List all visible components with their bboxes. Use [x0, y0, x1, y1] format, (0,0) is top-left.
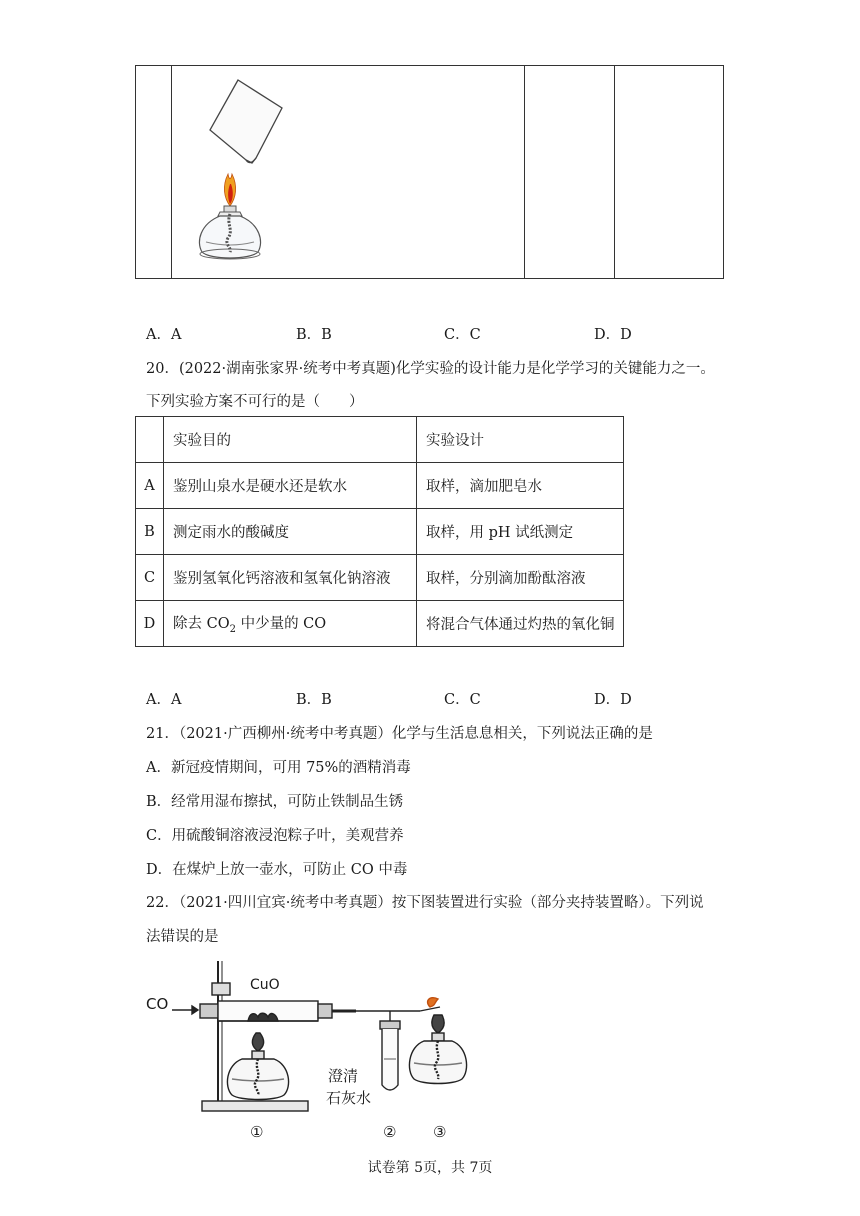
row-option: D	[136, 601, 164, 647]
row-purpose	[164, 601, 417, 647]
q20-stem-line2: 下列实验方案不可行的是（ ）	[146, 394, 364, 410]
table-header-row	[136, 417, 624, 463]
q22-stem-line2: 法错误的是	[146, 929, 219, 945]
co-gas-label: CO	[146, 995, 169, 1013]
row-design: 取样，分别滴加酚酞溶液	[417, 555, 624, 601]
option-c[interactable]: C．C	[444, 327, 481, 343]
table-row	[136, 463, 624, 509]
option-d[interactable]: D．D	[594, 692, 632, 708]
option-b[interactable]: B．B	[296, 327, 332, 343]
cuo-label: CuO	[250, 977, 280, 993]
row-option: C	[136, 555, 164, 601]
row-purpose: 鉴别氢氧化钙溶液和氢氧化钠溶液	[164, 555, 417, 601]
q20-options	[146, 688, 666, 708]
design-text: 试纸测定	[510, 525, 574, 541]
table-divider	[614, 66, 615, 278]
q21-stem: 21．（2021·广西柳州·统考中考真题）化学与生活息息相关，下列说法正确的是	[146, 726, 653, 742]
row-purpose: 测定雨水的酸碱度	[164, 509, 417, 555]
mark-1: ①	[250, 1123, 264, 1141]
q21-choice-c[interactable]: C．用硫酸铜溶液浸泡粽子叶，美观营养	[146, 828, 404, 844]
limewater-label-line2: 石灰水	[326, 1089, 372, 1107]
header-cell	[136, 417, 164, 463]
limewater-label-line1: 澄清	[328, 1067, 359, 1085]
table-row	[136, 555, 624, 601]
apparatus-drawing	[140, 955, 480, 1150]
q21-choice-a[interactable]: A．新冠疫情期间，可用 75%的酒精消毒	[146, 760, 411, 776]
row-option: A	[136, 463, 164, 509]
table-divider	[171, 66, 172, 278]
row-option: B	[136, 509, 164, 555]
q21-choice-b[interactable]: B．经常用湿布擦拭，可防止铁制品生锈	[146, 794, 404, 810]
beaker-over-alcohol-lamp-illustration	[186, 74, 306, 274]
row-design: 取样，滴加肥皂水	[417, 463, 624, 509]
purpose-text: 除去 CO	[173, 616, 230, 633]
subscript: 2	[229, 623, 236, 635]
design-text: 取样，用	[426, 525, 489, 541]
header-cell: 实验设计	[417, 417, 624, 463]
mark-3: ③	[433, 1123, 447, 1141]
option-b[interactable]: B．B	[296, 692, 332, 708]
header-cell: 实验目的	[164, 417, 417, 463]
table-row	[136, 509, 624, 555]
q20-table	[135, 416, 624, 647]
ph-text: pH	[488, 525, 511, 541]
q21-choice-d[interactable]: D．在煤炉上放一壶水，可防止 CO 中毒	[146, 862, 408, 878]
row-design: 将混合气体通过灼热的氧化铜	[417, 601, 624, 647]
q22-stem-line1: 22．（2021·四川宜宾·统考中考真题）按下图装置进行实验（部分夹持装置略）。下列说	[146, 895, 704, 911]
option-a[interactable]: A．A	[146, 692, 182, 708]
option-a[interactable]: A．A	[146, 327, 182, 343]
q19-options	[146, 323, 666, 343]
option-d[interactable]: D．D	[594, 327, 632, 343]
row-purpose: 鉴别山泉水是硬水还是软水	[164, 463, 417, 509]
co-reduction-apparatus-figure	[140, 955, 480, 1150]
q20-stem-line1: 20．(2022·湖南张家界·统考中考真题)化学实验的设计能力是化学学习的关键能力之一。	[146, 361, 715, 377]
row-design	[417, 509, 624, 555]
page-footer: 试卷第 5页，共 7页	[367, 1160, 493, 1176]
mark-2: ②	[383, 1123, 397, 1141]
table-divider	[524, 66, 525, 278]
purpose-text: 中少量的 CO	[235, 616, 327, 633]
option-c[interactable]: C．C	[444, 692, 481, 708]
table-row	[136, 601, 624, 647]
q19-table-fragment	[135, 65, 724, 279]
